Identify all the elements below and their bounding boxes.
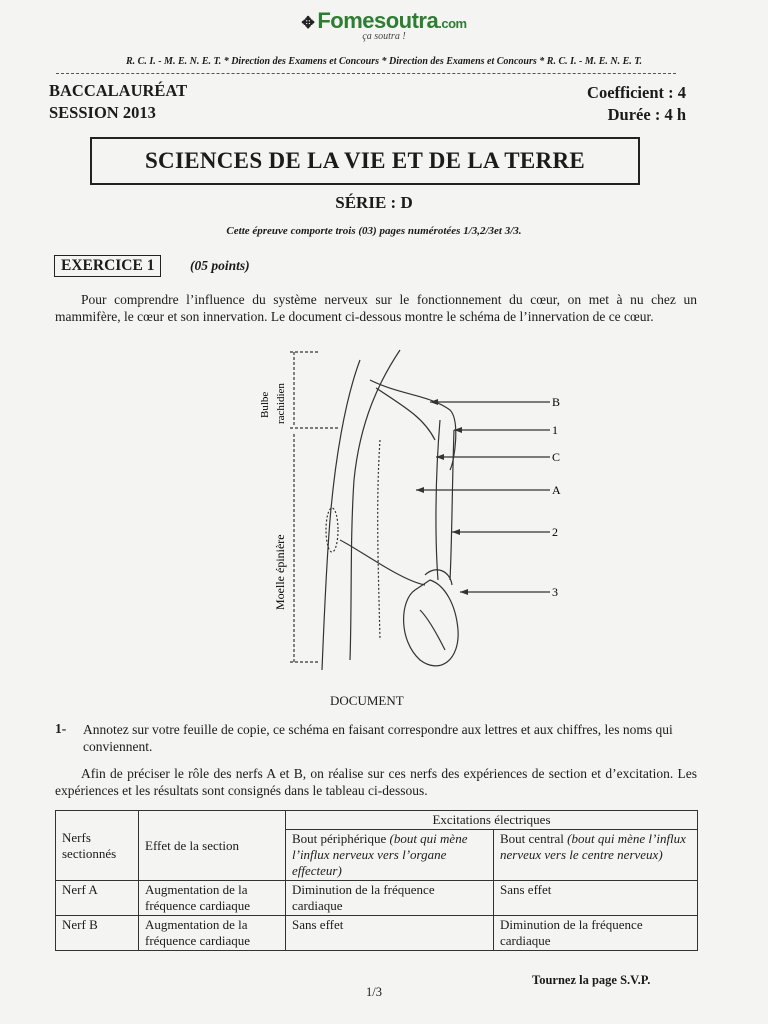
- intro-paragraph: Pour comprendre l’influence du système nerveux sur le fonctionnement du cœur, on met à nu chez un mammifère, le cœur et son innervation. Le document ci-dessous montre le schéma de l’innervation de ce cœur.: [55, 292, 697, 324]
- rachidien-label: rachidien: [275, 383, 287, 424]
- site-logo: [0, 8, 768, 42]
- logo-tagline: ça soutra !: [362, 31, 406, 42]
- exam-session: SESSION 2013: [49, 103, 156, 122]
- cell-periph: Sans effet: [286, 916, 494, 951]
- innervation-diagram: [240, 340, 580, 680]
- header-divider: [56, 73, 676, 74]
- logo-domain: .com: [438, 16, 467, 31]
- label-3: 3: [552, 585, 558, 599]
- cell-central: Diminution de la fréquence cardiaque: [494, 916, 698, 951]
- nerve-a: [436, 420, 440, 580]
- exam-name: BACCALAURÉAT: [49, 81, 188, 100]
- cell-effet: Augmentation de la fréquence cardiaque: [139, 916, 286, 951]
- cell-nerf: Nerf B: [56, 916, 139, 951]
- header-nerfs: Nerfs sectionnés: [56, 811, 139, 881]
- heart: [404, 580, 459, 666]
- question-number: 1-: [55, 721, 67, 736]
- exam-duration: Durée : 4 h: [607, 105, 686, 124]
- header-central: Bout central (bout qui mène l’influx nerveux vers le centre nerveux): [494, 830, 698, 881]
- moelle-label: Moelle épinière: [273, 534, 287, 610]
- runner-icon: ✥: [301, 15, 315, 32]
- exam-coefficient: Coefficient : 4: [587, 83, 686, 102]
- table-row: [56, 916, 698, 951]
- exercise-label: EXERCICE 1: [54, 255, 161, 277]
- header-effet: Effet de la section: [139, 811, 286, 881]
- cell-periph: Diminution de la fréquence cardiaque: [286, 881, 494, 916]
- cell-effet: Augmentation de la fréquence cardiaque: [139, 881, 286, 916]
- question-text: Annotez sur votre feuille de copie, ce schéma en faisant correspondre aux lettres et aux chiffres, les noms qui conviennent.: [83, 722, 673, 754]
- header-periph: Bout périphérique (bout qui mène l’influx nerveux vers l’organe effecteur): [286, 830, 494, 881]
- subject-title: SCIENCES DE LA VIE ET DE LA TERRE: [90, 137, 640, 185]
- table-row: [56, 881, 698, 916]
- ministry-line: R. C. I. - M. E. N. E. T. * Direction des Examens et Concours * Direction des Examens et Concours * R. C. I. - M. E. N. E. T.: [126, 56, 642, 67]
- page-number: 1/3: [366, 985, 382, 999]
- nerve-c: [450, 430, 454, 580]
- label-2: 2: [552, 525, 558, 539]
- serie-label: SÉRIE : D: [335, 193, 413, 212]
- figure-caption: DOCUMENT: [330, 693, 404, 708]
- results-table: [55, 810, 698, 951]
- cell-nerf: Nerf A: [56, 881, 139, 916]
- cell-central: Sans effet: [494, 881, 698, 916]
- header-excitations: Excitations électriques: [286, 811, 698, 830]
- label-a: A: [552, 483, 561, 497]
- logo-name: Fomesoutra: [317, 8, 439, 33]
- label-1: 1: [552, 423, 558, 437]
- bulbe-label: Bulbe: [259, 391, 271, 418]
- label-c: C: [552, 450, 561, 464]
- sympathetic-nerve: [340, 540, 425, 585]
- experiment-paragraph: Afin de préciser le rôle des nerfs A et B, on réalise sur ces nerfs des expériences de section et d’excitation. Les expériences et les résultats sont consignés dans le tableau ci-dessous.: [55, 766, 697, 798]
- pages-note: Cette épreuve comporte trois (03) pages numérotées 1/3,2/3et 3/3.: [226, 225, 522, 237]
- exercise-points: (05 points): [190, 258, 250, 273]
- label-b: B: [552, 395, 561, 409]
- spinal-outline-left: [322, 360, 360, 670]
- turn-page-note: Tournez la page S.V.P.: [532, 973, 651, 987]
